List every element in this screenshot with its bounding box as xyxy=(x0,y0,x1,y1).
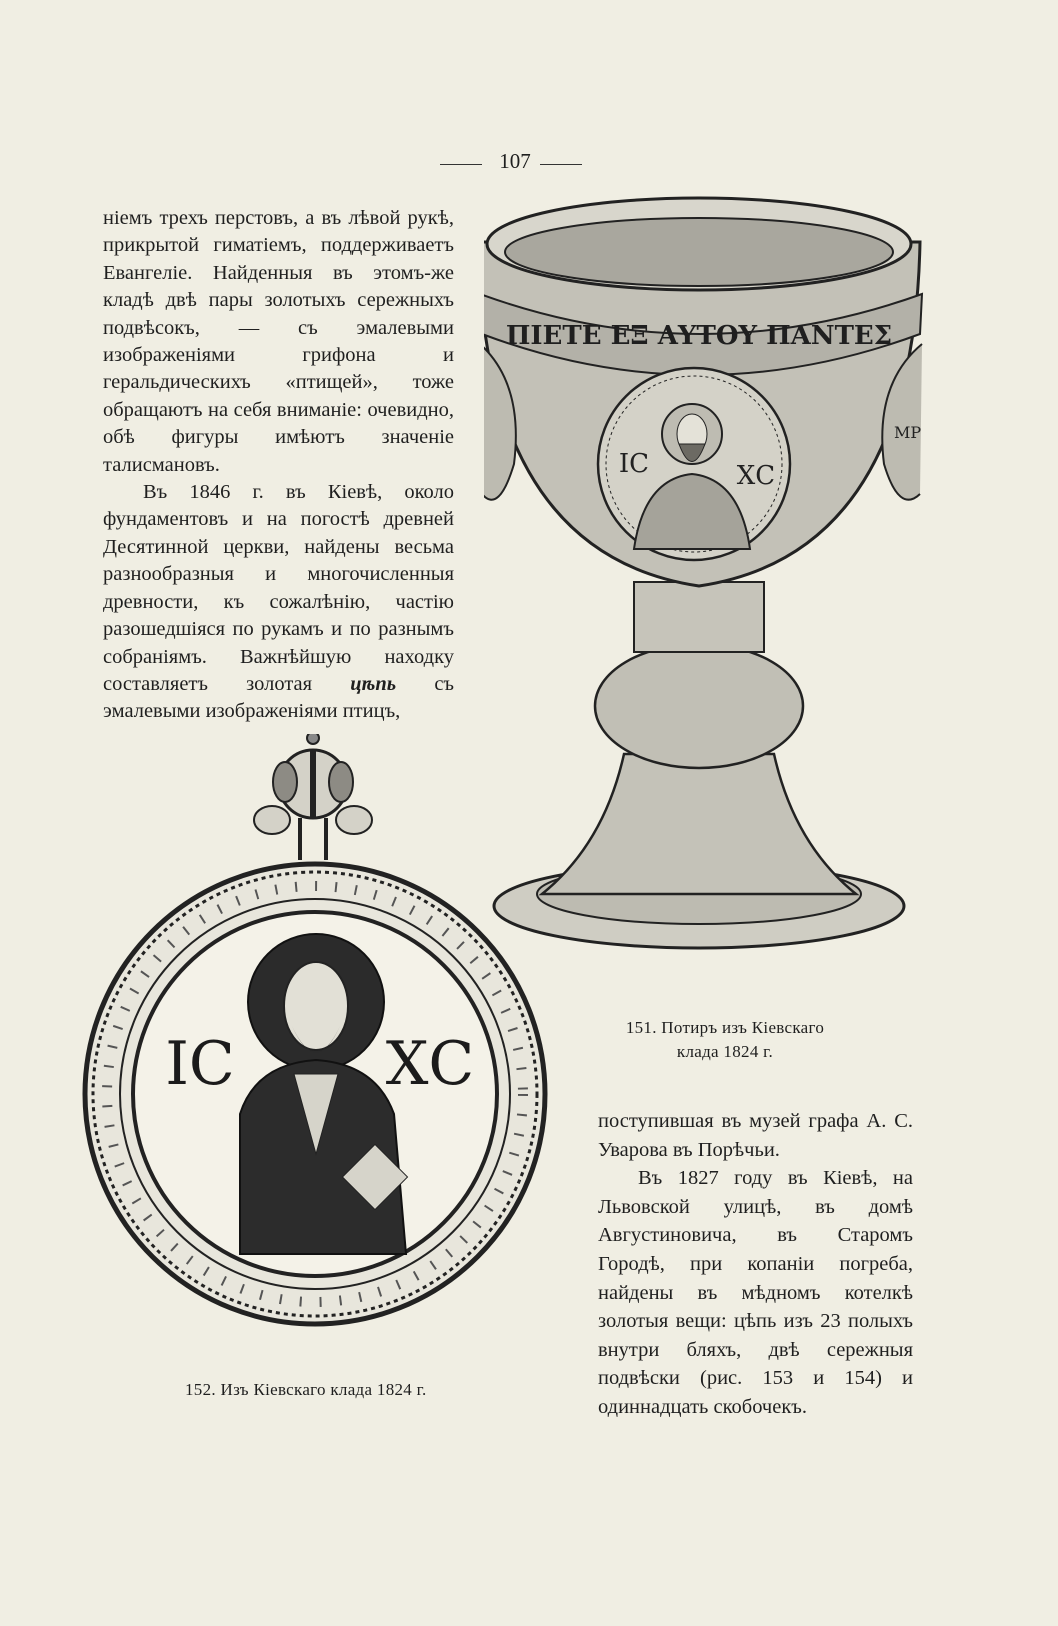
paragraph-amulet: ніемъ трехъ перстовъ, а въ лѣвой рукѣ, прикрытой гиматіемъ, поддерживаетъ Евангеліе. Найденныя въ этомъ-же кладѣ двѣ пары золотыхъ сережныхъ подвѣсокъ, — съ эмалевыми изображеніями грифона и геральдическихъ «птищей», тоже обращаютъ на себя вниманіе: очевидно, обѣ фигуры имѣютъ значеніе талисмановъ. xyxy=(103,207,454,476)
medallion-letters-left: ІС xyxy=(165,1029,235,1099)
chalice-letters-right: ХС xyxy=(736,461,776,491)
chalice-rim-inner xyxy=(505,218,893,286)
header-rule-left xyxy=(440,164,482,165)
emphasis-chain: цѣпь xyxy=(350,672,397,695)
paragraph-1846-tail: съ эмалевыми изображеніями птицъ, xyxy=(103,672,455,723)
paragraph-1846-text: Въ 1846 г. въ Кіевѣ, около фундаментовъ и на погостѣ древней Десятинной церкви, найдены весьма разнообразныя и многочисленныя древности, къ сожалѣнію, частію разошедшіяся по рукамъ и по разнымъ собраніямъ. Важнѣйшую находку составляетъ золотая xyxy=(103,481,454,695)
caption-fig-151 xyxy=(610,1016,840,1064)
chalice-knop xyxy=(595,644,803,768)
chalice-letters-left: ІС xyxy=(618,449,650,479)
header-rule-right xyxy=(540,164,582,165)
page-number-header xyxy=(430,149,630,179)
paragraph-1827-find: Въ 1827 году въ Кіевѣ, на Львовской улицѣ, въ домѣ Августиновича, въ Старомъ Городѣ, при копаніи погреба, найдены въ мѣдномъ котелкѣ золотыя вещи: цѣпь изъ 23 полыхъ внутри бляхъ, двѣ сережныя подвѣски (рис. 153 и 154) и одиннадцать скобочекъ. xyxy=(598,1167,913,1418)
caption-fig-152: 152. Изъ Кіевскаго клада 1824 г. xyxy=(185,1380,427,1399)
chalice-foot xyxy=(542,754,856,894)
text-column-bottom xyxy=(598,1107,913,1422)
rim-inscription: ΠΙΕΤΕ ΕΞ ΑΥΤΟΥ ΠΑΝΤΕΣ xyxy=(505,321,893,351)
text-column-top xyxy=(103,205,454,726)
caption-151-line1: 151. Потиръ изъ Кіевскаго xyxy=(625,1018,825,1037)
paragraph-uvarov: поступившая въ музей графа А. С. Уварова въ Порѣчьи. xyxy=(598,1110,913,1161)
medallion-suspension-loop xyxy=(254,734,372,860)
paragraph-1846-find xyxy=(103,479,454,726)
page-number: 107 xyxy=(499,149,531,173)
chalice-side-letters: МР xyxy=(894,423,922,442)
caption-151-line2: клада 1824 г. xyxy=(676,1042,774,1061)
chalice-stem xyxy=(634,582,764,652)
enamel-medallion-illustration xyxy=(80,734,574,1374)
medallion-letters-right: ХС xyxy=(385,1029,475,1099)
